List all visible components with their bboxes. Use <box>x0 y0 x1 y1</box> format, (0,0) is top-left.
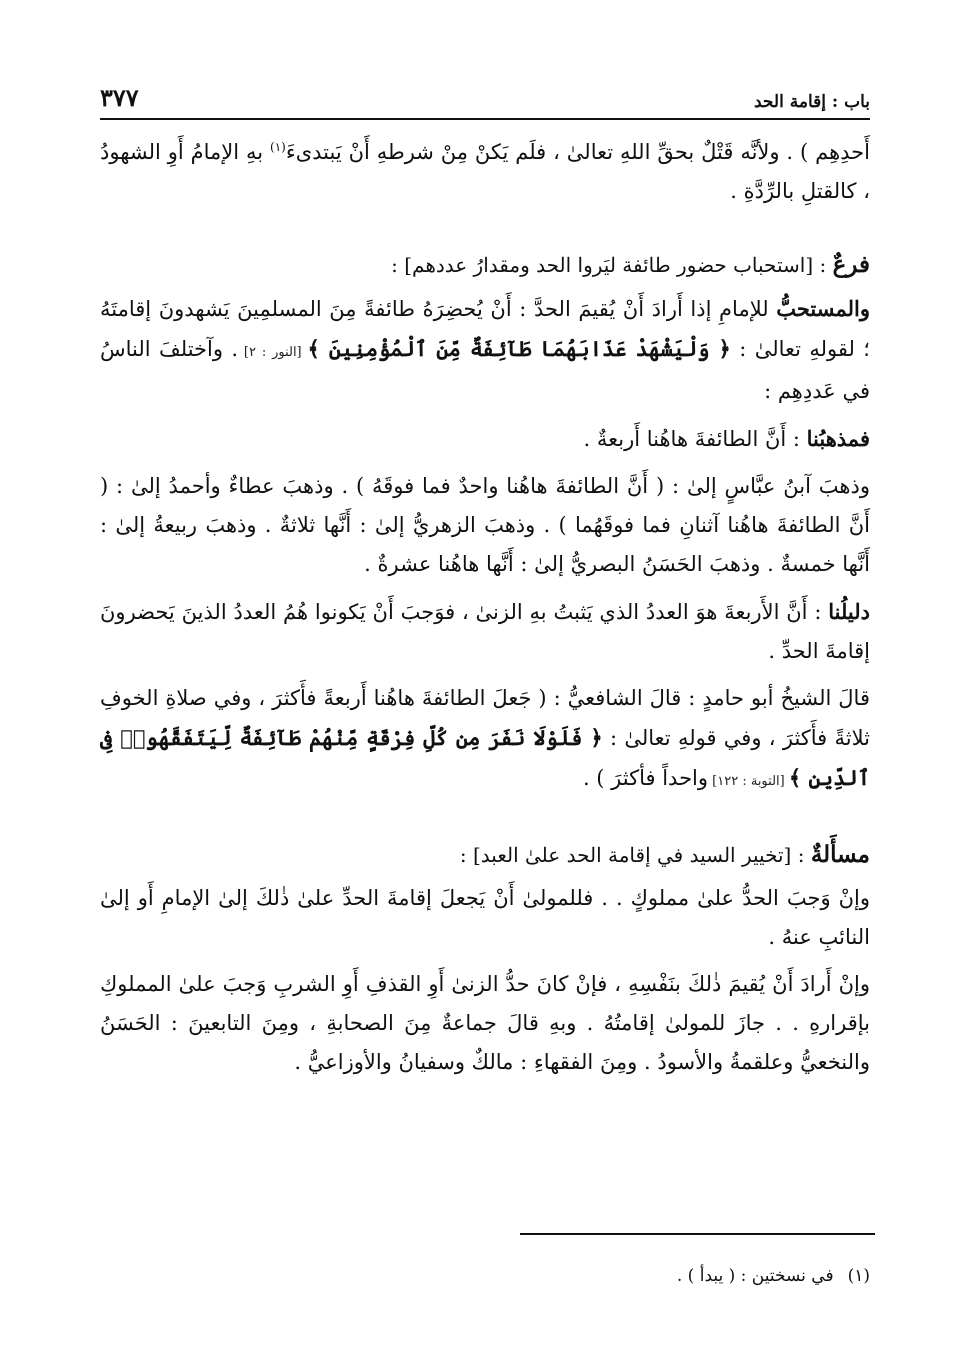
paragraph-1-text-b: بهِ الإمامُ أَوِ الشهودُ ، كالقتلِ بالرِّدَّةِ . <box>100 140 870 203</box>
section-gap <box>100 801 870 835</box>
paragraph-1 <box>100 128 870 211</box>
paragraph-6-text-b: واحداً فأكثرَ ) . <box>582 766 709 790</box>
heading-title-far: : [استحباب حضور طائفة ليَروا الحد ومقدارُ عددهم] : <box>391 253 833 277</box>
paragraph-4: وذهبَ آبنُ عبَّاسٍ إلىٰ : ( أَنَّ الطائفةَ هاهُنا واحدٌ فما فوقَهُ ) . وذهبَ عطاءٌ وأحمدُ إلىٰ : ( أَنَّ الطائفةَ هاهُنا آثنانِ فما فوقَهُما ) . وذهبَ الزهريُّ إلىٰ : أَنَّها ثلاثةٌ . وذهبَ ربيعةُ إلىٰ : أَنَّها خمسةٌ . وذهبَ الحَسَنُ البصريُّ إلىٰ : أَنَّها هاهُنا عشرةٌ . <box>100 474 870 576</box>
footnote-rule <box>520 1233 875 1235</box>
section-gap <box>100 211 870 245</box>
paragraph-2 <box>100 289 870 411</box>
paragraph-2-text-a: للإمامِ إذا أَرادَ أَنْ يُقيمَ الحدَّ : أَنْ يُحضِرَهُ طائفةً مِنَ المسلمِينَ يَشهدونَ إقامتَهُ ؛ لقولهِ تعالىٰ : <box>100 297 870 361</box>
footnote-number: (١) <box>847 1266 870 1286</box>
quran-verse-2: ﴿ فَلَوْلَا نَفَرَ مِن كُلِّ فِرْقَةٍ مِّنْهُمْ طَآئِفَةٌ لِّيَتَفَقَّهُوا۟ فِى ٱلدِّينِ ﴾ <box>100 725 870 790</box>
paragraph-6-text-a: قالَ الشيخُ أبو حامدٍ : قالَ الشافعيُّ : ( جَعلَ الطائفةَ هاهُنا أَربعةً فأَكثرَ ، وفي صلاةِ الخوفِ ثلاثةً فأَكثرَ ، وفي قولهِ تعالىٰ : <box>100 686 871 750</box>
paragraph-5-lead: دليلُنا <box>828 599 870 624</box>
quran-verse-1: ﴿ وَلْيَشْهَدْ عَذَابَهُمَا طَآئِفَةٌ مِّنَ ٱلْمُؤْمِنِينَ ﴾ <box>307 336 731 361</box>
paragraph-5-text: : أَنَّ الأَربعةَ هوَ العددُ الذي يَثبتُ بهِ الزنىٰ ، فوَجبَ أَنْ يَكونوا هُمُ العددُ الذينَ يَحضرونَ إقامةَ الحدِّ . <box>100 600 870 663</box>
verse-reference-1: [النور : ٢] <box>238 345 308 360</box>
paragraph-3-lead: فمذهبُنا <box>806 426 870 451</box>
paragraph-1-text-a: أَحدِهِم ) . ولأنَّه قَتْلٌ بحقِّ اللهِ تعالىٰ ، فلَم يَكنْ مِنْ شرطهِ أَنْ يَبتدىءَ <box>285 140 870 164</box>
paragraph-6 <box>100 679 870 801</box>
paragraph-2-lead: والمستحبُّ <box>776 296 870 321</box>
running-title: باب : إقامة الحد <box>754 92 870 112</box>
paragraph-2-text-b: . وآختلفَ الناسُ في عَددِهِم : <box>100 337 870 403</box>
main-text <box>100 128 870 1082</box>
paragraph-8: وإنْ أَرادَ أَنْ يُقيمَ ذٰلكَ بنَفْسِهِ ، فإنْ كانَ حدُّ الزنىٰ أَوِ القذفِ أَوِ الشربِ وَجبَ علىٰ المملوكِ بإقرارهِ . . جازَ للمولىٰ إقامتُهُ . وبهِ قالَ جماعةٌ مِنَ الصحابةِ ، ومِنَ التابعينَ : الحَسَنُ والنخعيُّ وعلقمةُ والأسودُ . ومِنَ الفقهاءِ : مالكٌ وسفيانُ والأوزاعيُّ . <box>100 972 870 1074</box>
section-heading-masala <box>100 835 870 875</box>
page-number: ٣٧٧ <box>100 83 139 112</box>
heading-title-masala: : [تخيير السيد في إقامة الحد علىٰ العبد] : <box>459 843 811 867</box>
paragraph-3-text: : أَنَّ الطائفةَ هاهُنا أَربعةٌ . <box>583 427 807 451</box>
heading-key-masala: مسأَلةٌ <box>810 841 870 868</box>
verse-reference-2: [التوبة : ١٢٢] <box>708 774 789 789</box>
page-header <box>100 78 870 112</box>
header-rule <box>100 118 870 120</box>
footnote <box>100 1262 870 1290</box>
paragraph-3 <box>100 419 870 459</box>
heading-key-far: فرعٌ <box>832 251 870 278</box>
section-heading-far <box>100 245 870 285</box>
paragraph-5 <box>100 592 870 671</box>
footnote-text: في نسختين : ( يبدأ ) . <box>676 1266 834 1286</box>
paragraph-7: وإنْ وَجبَ الحدُّ علىٰ مملوكٍ . . فللمولىٰ أَنْ يَجعلَ إقامةَ الحدِّ علىٰ ذٰلكَ إلىٰ الإمامِ أَو إلىٰ النائبِ عنهُ . <box>100 886 870 949</box>
footnote-marker: (١) <box>270 140 286 154</box>
